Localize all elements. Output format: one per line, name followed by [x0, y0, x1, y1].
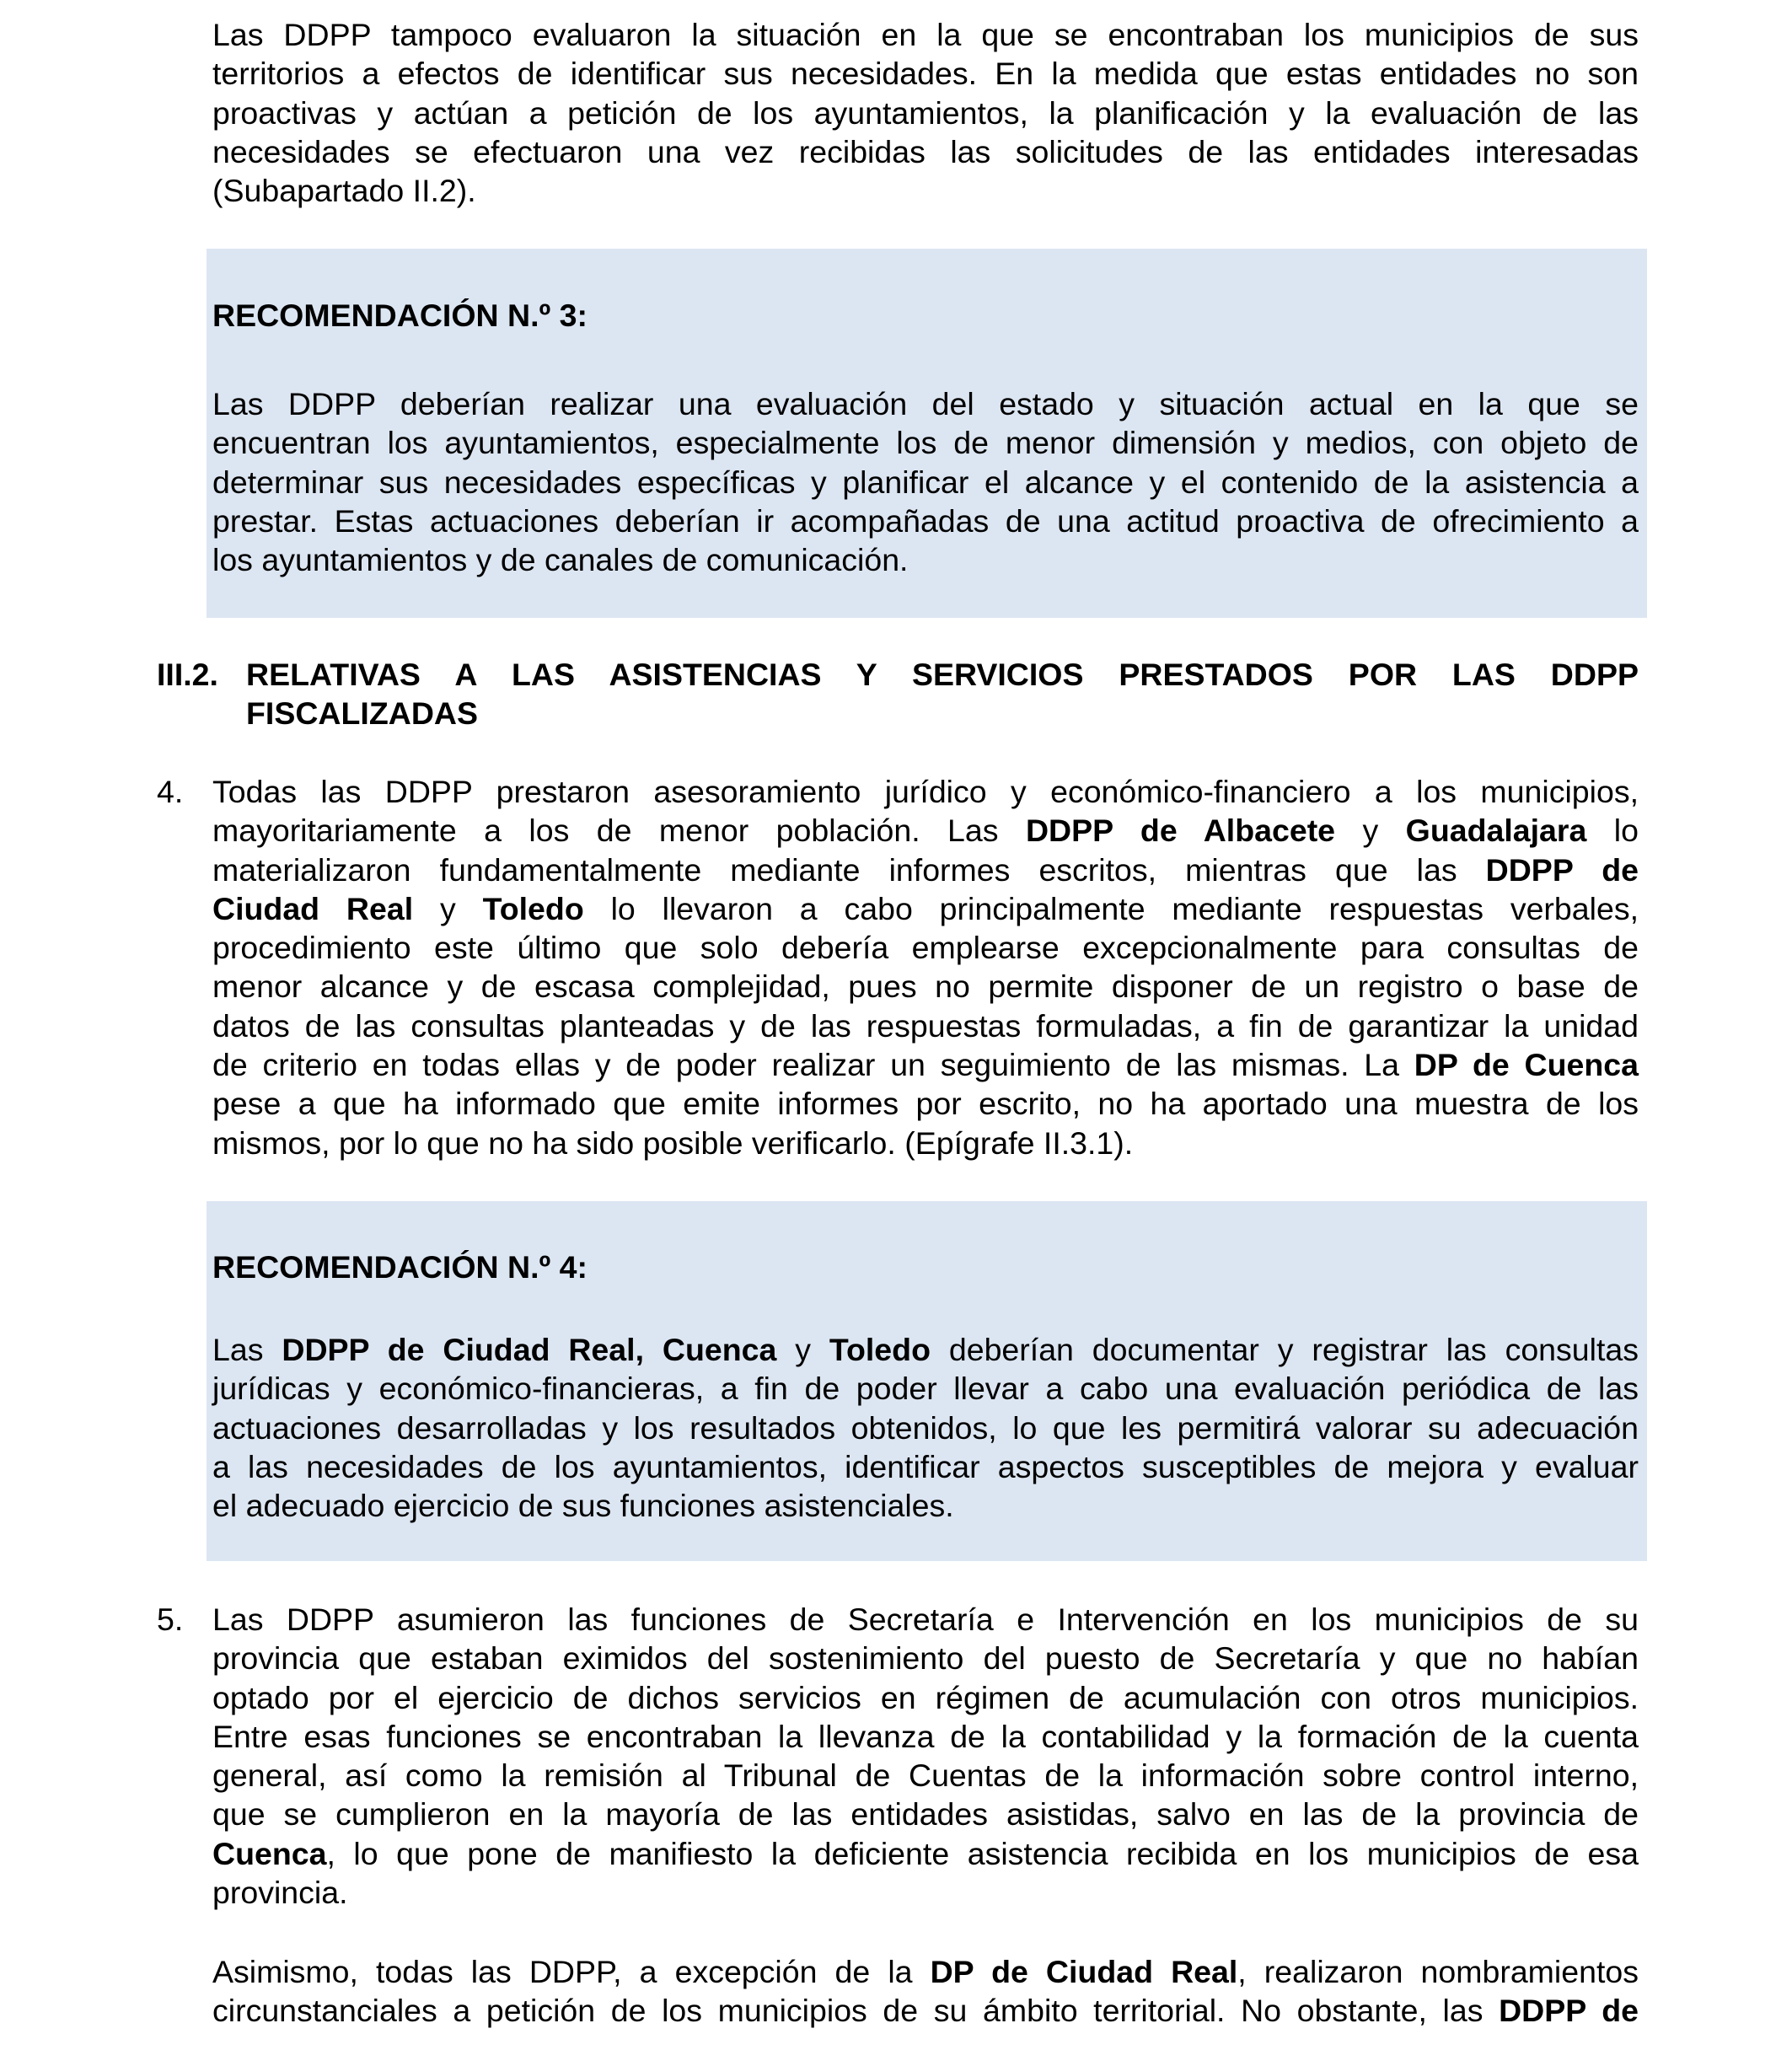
text-line: Todas las DDPP prestaron asesoramiento jurídico y económico-financiero a los municipios, [212, 774, 1639, 809]
section-number: III.2. [157, 657, 218, 692]
recommendation-3-title: RECOMENDACIÓN N.º 3: [212, 298, 587, 333]
text-line: Cuenca, lo que pone de manifiesto la deficiente asistencia recibida en los municipios de esa [212, 1835, 1639, 1871]
text-line: mayoritariamente a los de menor población. Las DDPP de Albacete y Guadalajara lo [212, 813, 1639, 849]
text-line: Las DDPP de Ciudad Real, Cuenca y Toledo deberían documentar y registrar las consultas [212, 1332, 1639, 1367]
item-5-continuation [212, 1952, 1639, 2031]
text-line: encuentran los ayuntamientos, especialmente los de menor dimensión y medios, con objeto de [212, 425, 1639, 461]
text-line: territorios a efectos de identificar sus necesidades. En la medida que estas entidades no son [212, 56, 1639, 92]
text-line: Las DDPP tampoco evaluaron la situación en la que se encontraban los municipios de sus [212, 17, 1639, 52]
text-line: materializaron fundamentalmente mediante informes escritos, mientras que las DDPP de [212, 851, 1639, 888]
item-4-number: 4. [157, 774, 184, 809]
intro-paragraph [212, 15, 1639, 210]
text-line: a las necesidades de los ayuntamientos, identificar aspectos susceptibles de mejora y evaluar [212, 1448, 1639, 1484]
text-line: los ayuntamientos y de canales de comunicación. [212, 542, 909, 578]
text-line: (Subapartado II.2). [212, 173, 476, 209]
text-line: determinar sus necesidades específicas y planificar el alcance y el contenido de la asistencia a [212, 464, 1639, 500]
text-line: proactivas y actúan a petición de los ayuntamientos, la planificación y la evaluación de las [212, 94, 1639, 131]
text-line: actuaciones desarrolladas y los resultados obtenidos, lo que les permitirá valorar su adecuación [212, 1409, 1639, 1446]
text-line: provincia que estaban eximidos del sostenimiento del puesto de Secretaría y que no habían [212, 1640, 1639, 1677]
recommendation-4-text [212, 1330, 1639, 1525]
text-line: prestar. Estas actuaciones deberían ir acompañadas de una actitud proactiva de ofrecimiento a [212, 502, 1639, 539]
section-title-line: RELATIVAS A LAS ASISTENCIAS Y SERVICIOS PRESTADOS POR LAS DDPP [246, 657, 1639, 692]
section-title-line: FISCALIZADAS [246, 695, 478, 732]
text-line: Ciudad Real y Toledo lo llevaron a cabo principalmente mediante respuestas verbales, [212, 890, 1639, 926]
text-line: procedimiento este último que solo debería emplearse excepcionalmente para consultas de [212, 930, 1639, 966]
text-line: circunstanciales a petición de los municipios de su ámbito territorial. No obstante, las DDPP de [212, 1993, 1639, 2029]
recommendation-4-title: RECOMENDACIÓN N.º 4: [212, 1249, 587, 1285]
text-line: necesidades se efectuaron una vez recibidas las solicitudes de las entidades interesadas [212, 133, 1639, 169]
text-line: provincia. [212, 1875, 348, 1911]
text-line: datos de las consultas planteadas y de las respuestas formuladas, a fin de garantizar la unidad [212, 1007, 1639, 1044]
section-heading [157, 655, 1639, 733]
text-line: que se cumplieron en la mayoría de las entidades asistidas, salvo en las de la provincia de [212, 1796, 1639, 1833]
item-5-number: 5. [157, 1602, 184, 1637]
item-4-paragraph [212, 772, 1639, 1162]
section-title [246, 655, 1639, 733]
text-line: optado por el ejercicio de dichos servicios en régimen de acumulación con otros municipios. [212, 1679, 1639, 1715]
recommendation-3-text [212, 384, 1639, 579]
text-line: jurídicas y económico-financieras, a fin de poder llevar a cabo una evaluación periódica de las [212, 1371, 1639, 1407]
text-line: Entre esas funciones se encontraban la llevanza de la contabilidad y la formación de la cuenta [212, 1718, 1639, 1754]
text-line: pese a que ha informado que emite informes por escrito, no ha aportado una muestra de los [212, 1086, 1639, 1122]
text-line: Asimismo, todas las DDPP, a excepción de la DP de Ciudad Real, realizaron nombramientos [212, 1954, 1639, 1989]
text-line: Las DDPP deberían realizar una evaluación del estado y situación actual en la que se [212, 386, 1639, 421]
text-line: mismos, por lo que no ha sido posible verificarlo. (Epígrafe II.3.1). [212, 1124, 1134, 1161]
text-line: Las DDPP asumieron las funciones de Secretaría e Intervención en los municipios de su [212, 1602, 1639, 1637]
text-line: el adecuado ejercicio de sus funciones asistenciales. [212, 1488, 954, 1524]
text-line: general, así como la remisión al Tribunal de Cuentas de la información sobre control interno, [212, 1758, 1639, 1794]
item-5-paragraph [212, 1600, 1639, 1912]
text-line: menor alcance y de escasa complejidad, pues no permite disponer de un registro o base de [212, 969, 1639, 1005]
text-line: de criterio en todas ellas y de poder realizar un seguimiento de las mismas. La DP de Cuenca [212, 1047, 1639, 1083]
